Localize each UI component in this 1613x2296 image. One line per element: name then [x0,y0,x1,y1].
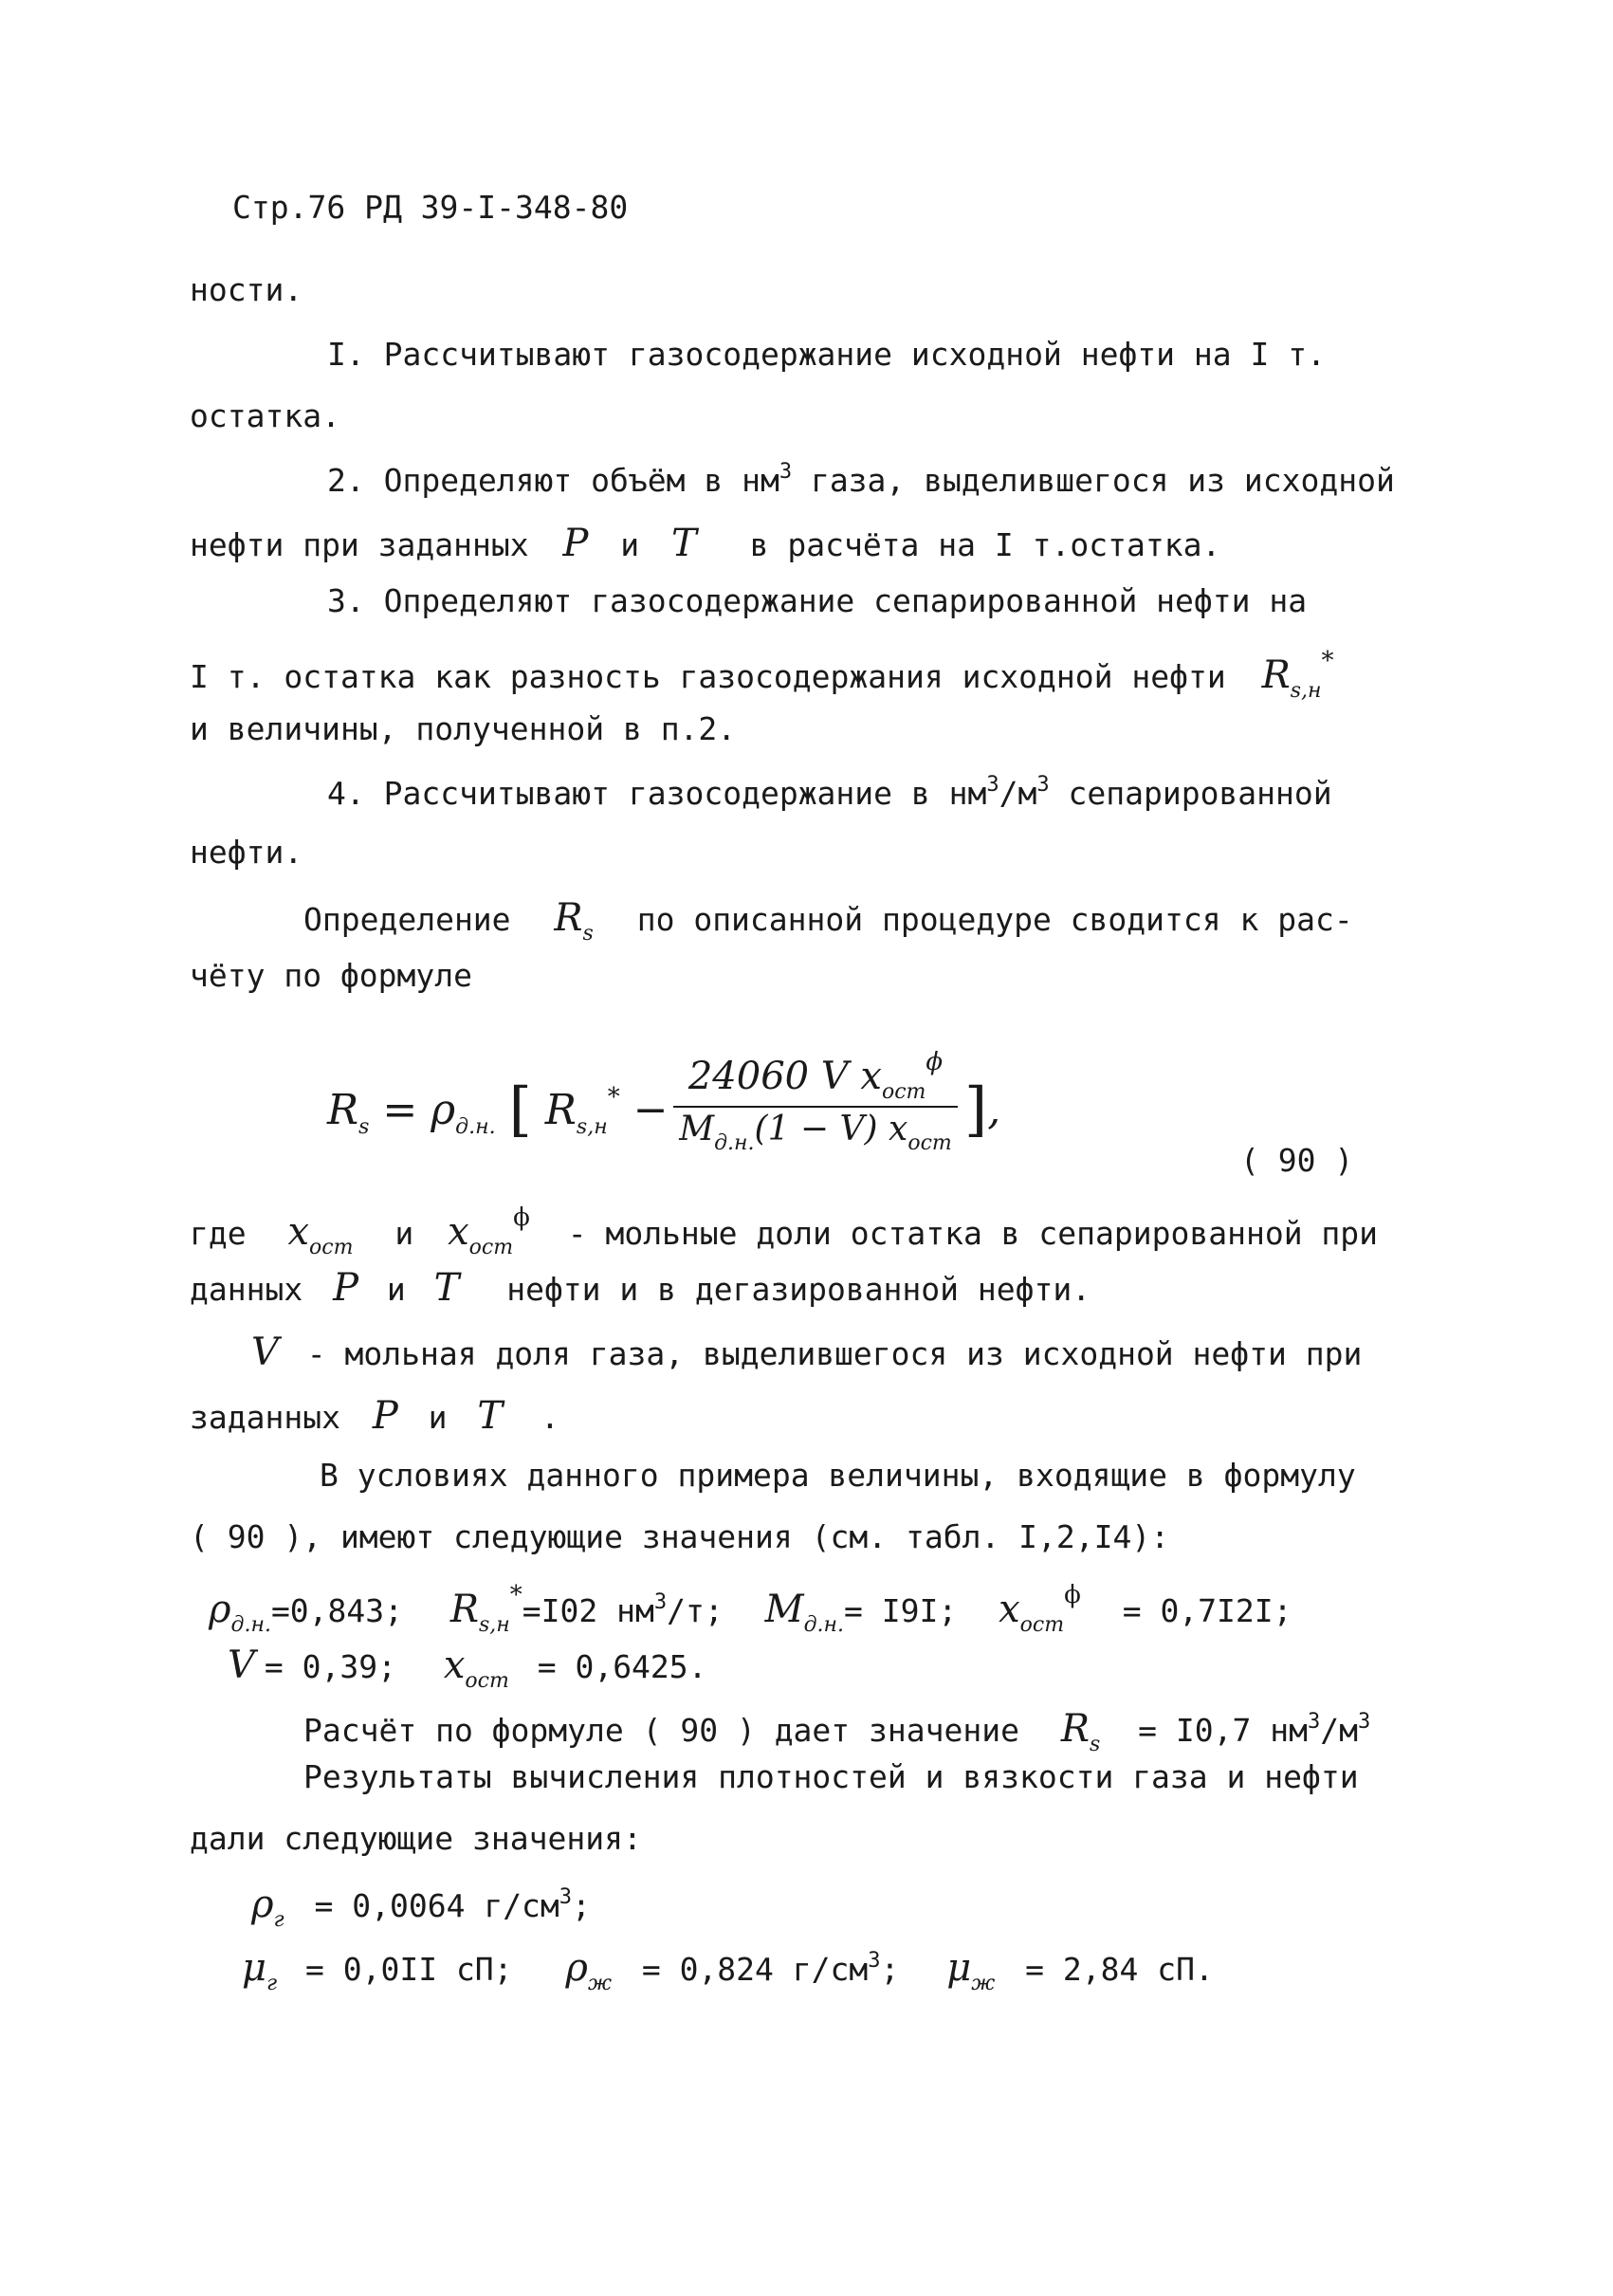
values-line: V = 0,39; $x_{ост} = 0,6425$. [228,1644,707,1693]
page-header: Стр.76 РД 39-I-348-80 [232,189,629,226]
text-line: где $x_{ост}$ и $x_{ост}^\phi$ - мольные доли остатка в сепарированной при [190,1203,1379,1259]
text-line: остатка. [190,397,340,434]
text-line: нефти. [190,834,303,871]
text-line: дали следующие значения: [190,1820,642,1857]
text-line: ( 90 ), имеют следующие значения (см. табл. I,2,I4): [190,1518,1170,1555]
values-line: $\rho_г = 0,0064$ $г/см^3$; [251,1883,591,1932]
text-line: чёту по формуле [190,957,473,994]
formula-90: $R_s = \rho_{д.н.}$ [ $R_{s,н}^*$ − 24060 V $x_{ост}^\phi$ $M_{д.н.}(1 - V)$ $x_{ост}$ ], [327,1048,1001,1155]
formula-fraction: 24060 V $x_{ост}^\phi$ $M_{д.н.}(1 - V)$ $x_{ост}$ [673,1048,958,1155]
text-line: В условиях данного примера величины, входящие в формулу [320,1457,1356,1494]
list-item-2: 2. Определяют объём в $нм^3$ газа, выделившегося из исходной [327,460,1395,499]
text-line: ности. [190,271,303,308]
symbol-t: T [671,522,697,565]
list-item-4: 4. Рассчитывают газосодержание в $нм^3/м^3$ сепарированной [327,773,1332,812]
list-item-3: 3. Определяют газосодержание сепарированной нефти на [327,582,1308,619]
symbol-p: P [562,522,589,565]
text-line: Определение $R_s$ по описанной процедуре сводится к рас- [303,896,1353,946]
values-line: $\mu_г = 0,0II$ сП; $\rho_ж = 0,824$ $г/см^3$; $\mu_ж = 2,84$ сП. [242,1946,1214,1995]
text-line: и величины, полученной в п.2. [190,710,737,747]
text-line: Результаты вычисления плотностей и вязкости газа и нефти [303,1758,1359,1795]
text-line: нефти при заданных P и T в расчёта на I т.остатка. [190,522,1221,565]
text-line: заданных P и T . [190,1394,559,1438]
values-line: $\rho_{д.н.}=0,843$; $R_{s,н}^*=I02$ $нм^3/т$; $M_{д.н.}= I9I$; $x_{ост}^\phi = 0,7I2I$; [209,1581,1292,1637]
equation-number: ( 90 ) [1240,1142,1354,1179]
text-line: V - мольная доля газа, выделившегося из исходной нефти при [251,1331,1363,1374]
text-line: данных P и T нефти и в дегазированной нефти. [190,1266,1091,1310]
text-line: I т. остатка как разность газосодержания исходной нефти $R_{s,н}^*$ [190,647,1334,703]
text-line: Расчёт по формуле ( 90 ) дает значение $R_s = I0,7$ $нм^3/м^3$ [303,1707,1371,1756]
list-item-1: I. Рассчитывают газосодержание исходной нефти на I т. [327,336,1326,373]
